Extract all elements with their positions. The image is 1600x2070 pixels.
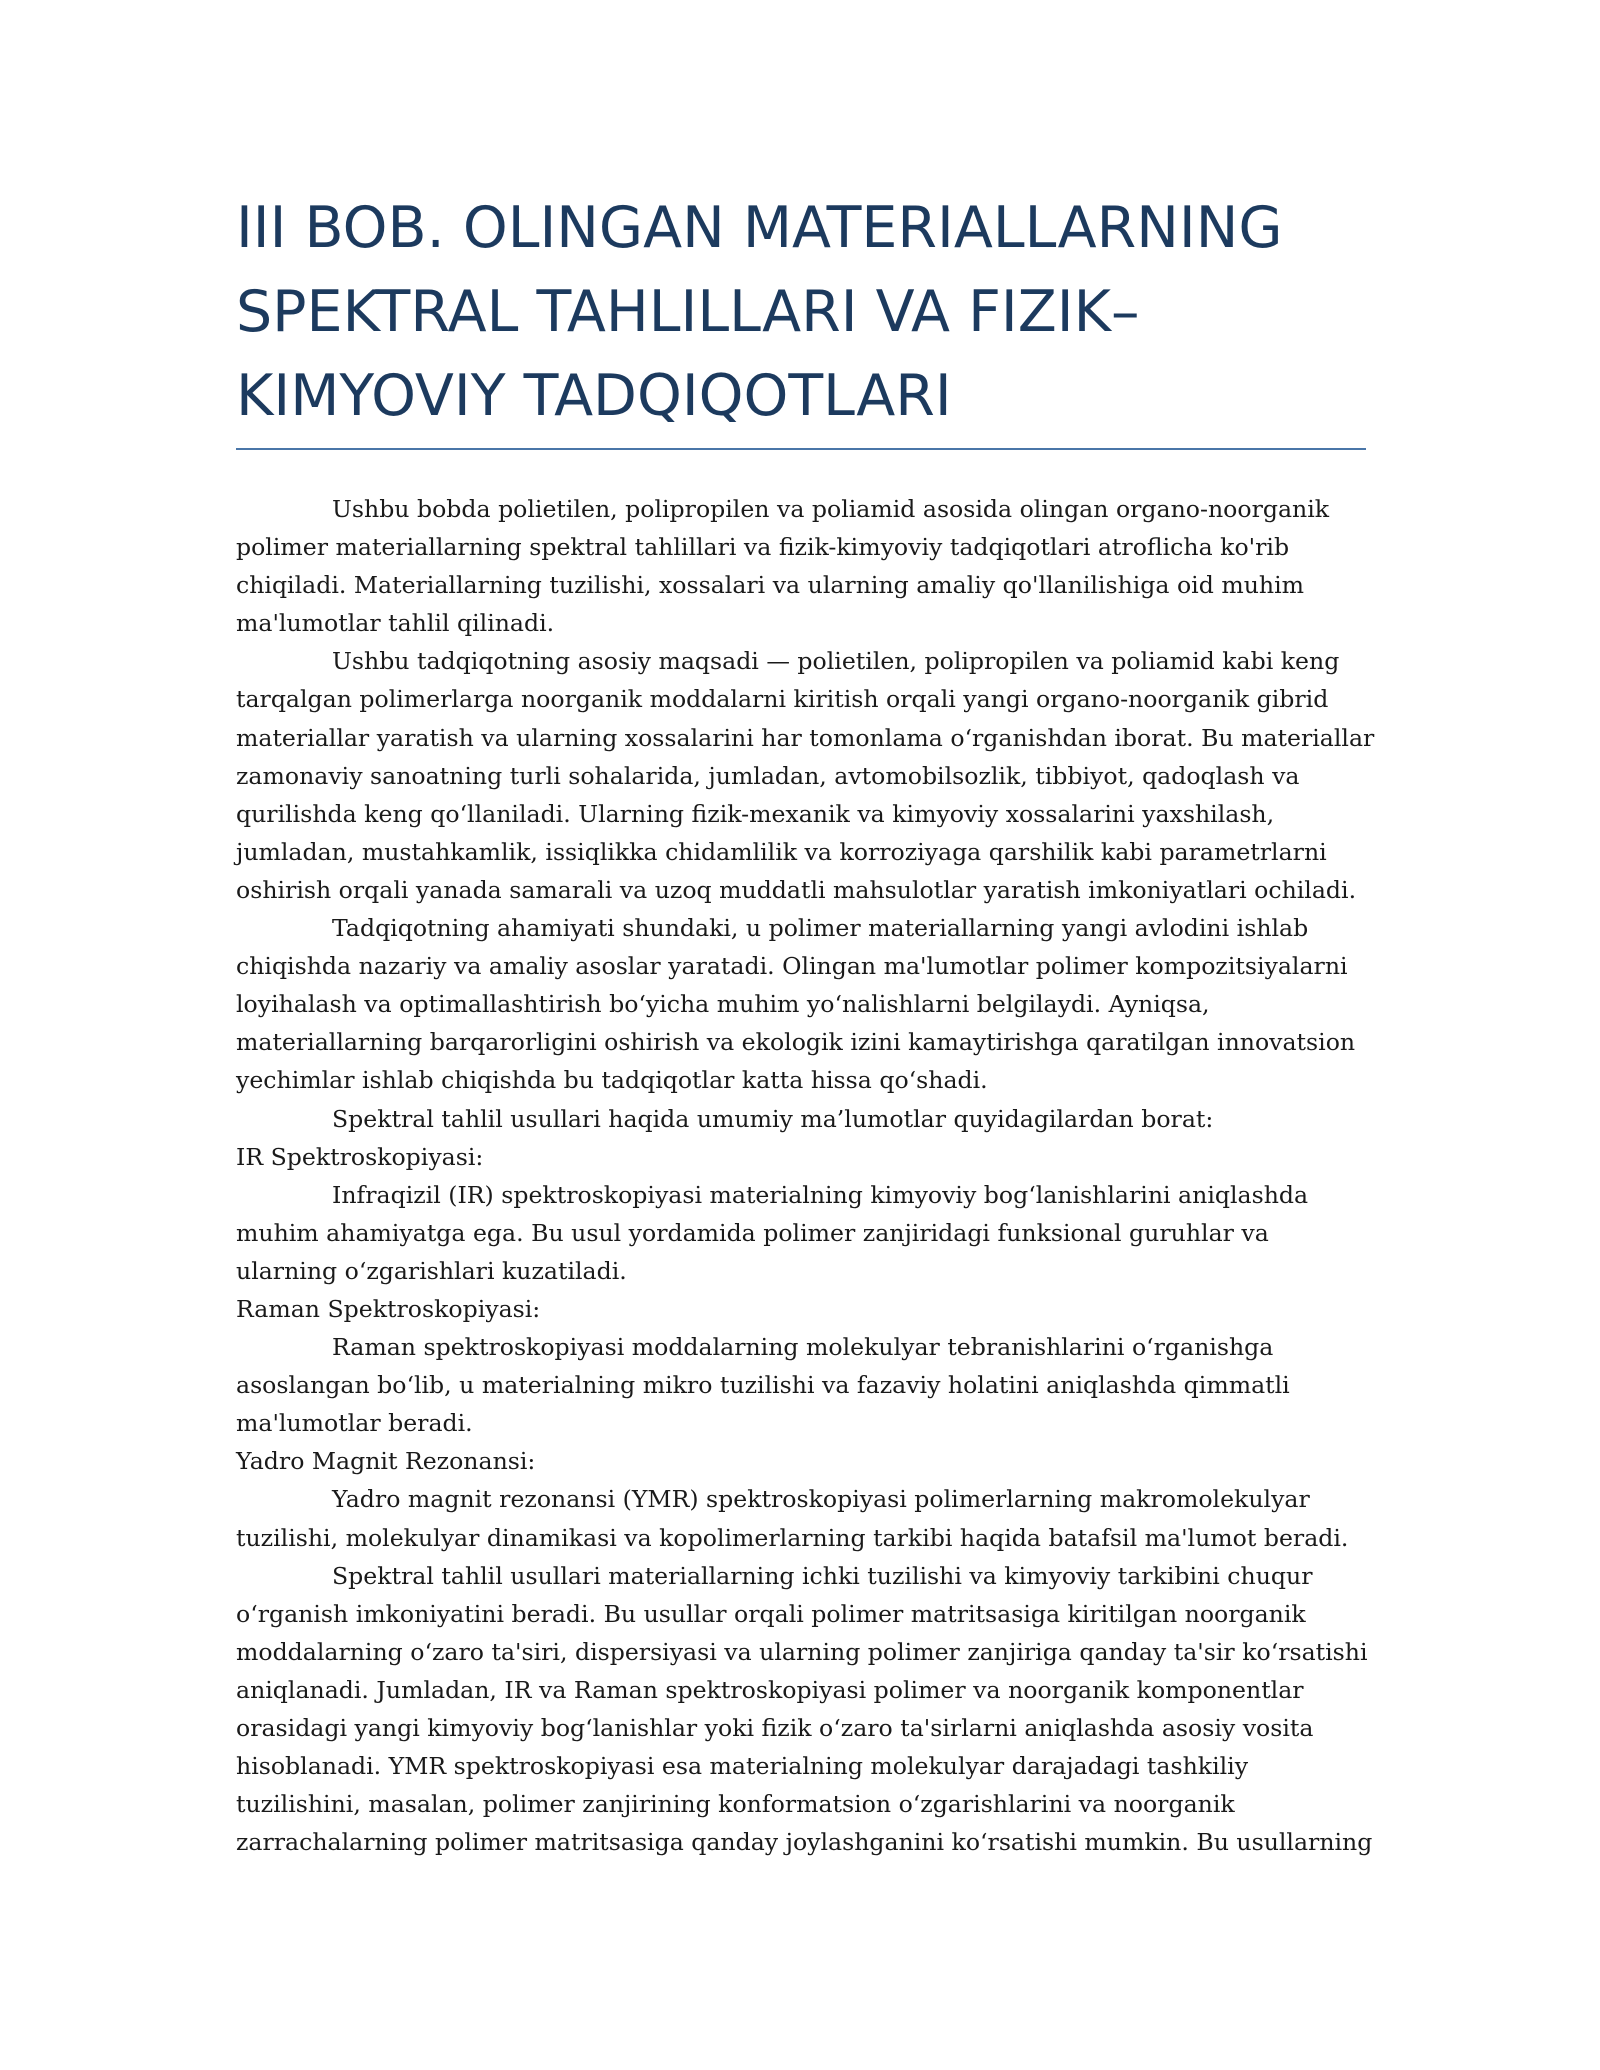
- title-underline: [236, 448, 1366, 450]
- paragraph-research-significance: Tadqiqotning ahamiyati shundaki, u polimer materiallarning yangi avlodini ishlab chiqishda nazariy va amaliy asoslar yaratadi. Olingan ma'lumotlar polimer kompozitsiyalarni loyihalash va optimallashtirish boʻyicha muhim yoʻnalishlarni belgilaydi. Ayniqsa, materiallarning barqarorligini oshirish va ekologik izini kamaytirishga qaratilgan innovatsion yechimlar ishlab chiqishda bu tadqiqotlar katta hissa qoʻshadi.: [236, 914, 1356, 1095]
- subheading-nmr: Yadro Magnit Rezonansi:: [236, 1447, 536, 1476]
- paragraph-intro: Ushbu bobda polietilen, polipropilen va poliamid asosida olingan organo-noorganik polimer materiallarning spektral tahlillari va fizik-kimyoviy tadqiqotlari atroflicha ko'rib chiqiladi. Materiallarning tuzilishi, xossalari va ularning amaliy qo'llanilishiga oid muhim ma'lumotlar tahlil qilinadi.: [236, 495, 1330, 638]
- chapter-title: III BOB. OLINGAN MATERIALLARNING SPEKTRAL TAHLILLARI VA FIZIK–KIMYOVIY TADQIQOTLARI: [236, 195, 1283, 429]
- paragraph-spectral-methods-intro: Spektral tahlil usullari haqida umumiy ma’lumotlar quyidagilardan borat:: [332, 1104, 1214, 1133]
- subheading-ir: IR Spektroskopiyasi:: [236, 1142, 484, 1171]
- paragraph-research-goal: Ushbu tadqiqotning asosiy maqsadi — polietilen, polipropilen va poliamid kabi keng tarqalgan polimerlarga noorganik moddalarni kiritish orqali yangi organo-noorganik gibrid materiallar yaratish va ularning xossalarini har tomonlama oʻrganishdan iborat. Bu materiallar zamonaviy sanoatning turli sohalarida, jumladan, avtomobilsozlik, tibbiyot, qadoqlash va qurilishda keng qoʻllaniladi. Ularning fizik-mexanik va kimyoviy xossalarini yaxshilash, jumladan, mustahkamlik, issiqlikka chidamlilik va korroziyaga qarshilik kabi parametrlarni oshirish orqali yanada samarali va uzoq muddatli mahsulotlar yaratish imkoniyatlari ochiladi.: [236, 647, 1375, 904]
- paragraph-raman: Raman spektroskopiyasi moddalarning molekulyar tebranishlarini oʻrganishga asoslangan boʻlib, u materialning mikro tuzilishi va fazaviy holatini aniqlashda qimmatli ma'lumotlar beradi.: [236, 1333, 1290, 1438]
- document-body: [236, 490, 1376, 1861]
- subheading-raman: Raman Spektroskopiyasi:: [236, 1294, 541, 1323]
- paragraph-spectral-summary: Spektral tahlil usullari materiallarning ichki tuzilishi va kimyoviy tarkibini chuqur oʻrganish imkoniyatini beradi. Bu usullar orqali polimer matritsasiga kiritilgan noorganik moddalarning oʻzaro ta'siri, dispersiyasi va ularning polimer zanjiriga qanday ta'sir koʻrsatishi aniqlanadi. Jumladan, IR va Raman spektroskopiyasi polimer va noorganik komponentlar orasidagi yangi kimyoviy bogʻlanishlar yoki fizik oʻzaro ta'sirlarni aniqlashda asosiy vosita hisoblanadi. YMR spektroskopiyasi esa materialning molekulyar darajadagi tashkiliy tuzilishini, masalan, polimer zanjirining konformatsion oʻzgarishlarini va noorganik zarrachalarning polimer matritsasiga qanday joylashganini koʻrsatishi mumkin. Bu usullarning: [236, 1561, 1373, 1857]
- paragraph-nmr: Yadro magnit rezonansi (YMR) spektroskopiyasi polimerlarning makromolekulyar tuzilishi, molekulyar dinamikasi va kopolimerlarning tarkibi haqida batafsil ma'lumot beradi.: [236, 1485, 1349, 1552]
- paragraph-ir: Infraqizil (IR) spektroskopiyasi materialning kimyoviy bogʻlanishlarini aniqlashda muhim ahamiyatga ega. Bu usul yordamida polimer zanjiridagi funksional guruhlar va ularning oʻzgarishlari kuzatiladi.: [236, 1180, 1309, 1285]
